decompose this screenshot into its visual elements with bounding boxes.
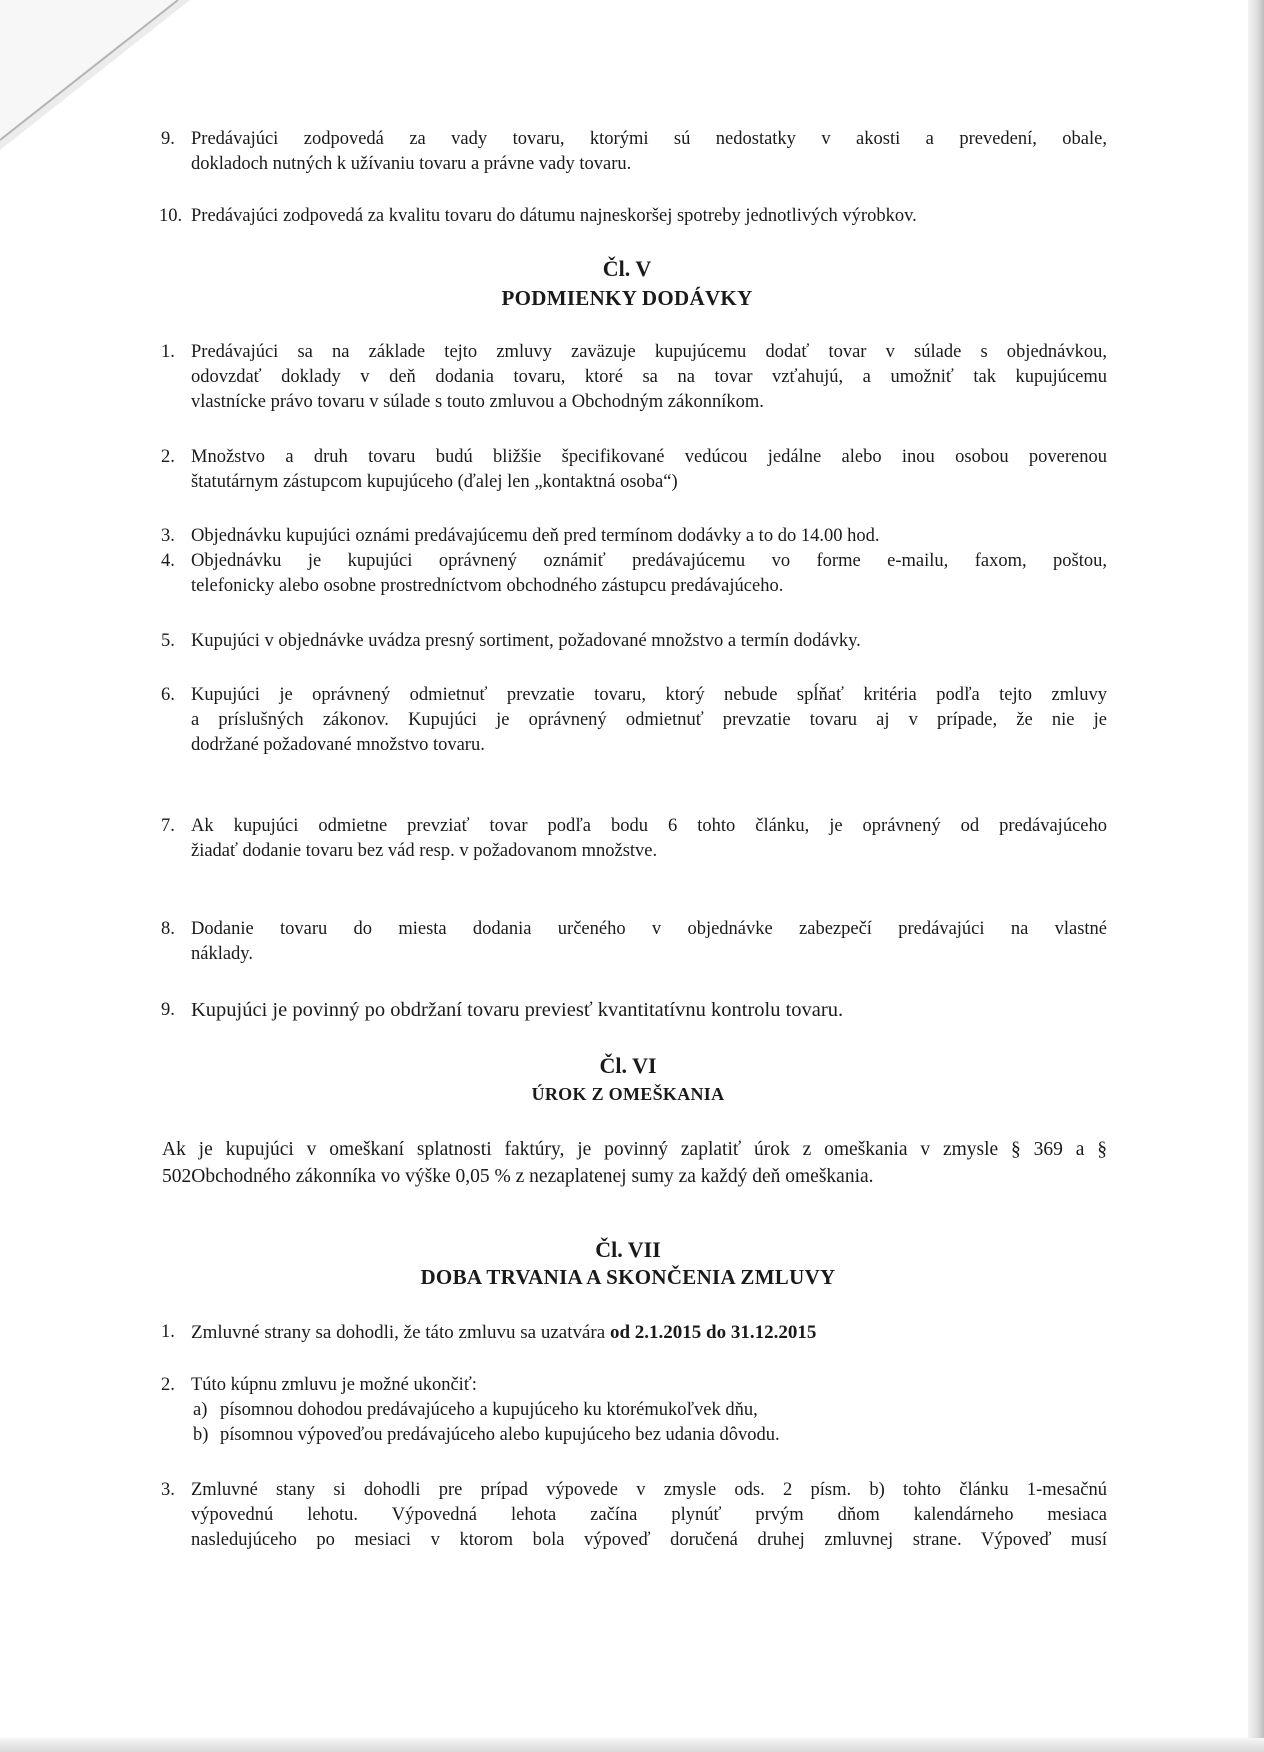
sub-list-item: a) písomnou dohodou predávajúceho a kupujúceho ku ktorémukoľvek dňu, xyxy=(193,1400,758,1420)
contract-period: od 2.1.2015 do 31.12.2015 xyxy=(609,1322,817,1343)
article-title: ÚROK Z OMEŠKANIA xyxy=(531,1084,725,1104)
article-number: Čl. V xyxy=(602,256,652,281)
article-title: PODMIENKY DODÁVKY xyxy=(501,286,753,310)
article-title: DOBA TRVANIA A SKONČENIA ZMLUVY xyxy=(420,1265,836,1289)
sub-list-item: b) písomnou výpoveďou predávajúceho alebo kupujúceho bez udania dôvodu. xyxy=(193,1425,780,1445)
article-number: Čl. VI xyxy=(599,1053,657,1078)
document-page: 9. Predávajúci zodpovedá za vady tovaru, ktorými sú nedostatky v akosti a prevedení, obale, dokladoch nutných k užívaniu tovaru a právne vady tovaru. 10. Predávajúci zodpovedá za kvalitu tovaru do dátumu najneskoršej spotreby jednotlivých výrobkov. Čl. V PODMIENKY DODÁVKY 1. Predávajúci sa na základe tejto zmluvy zaväzuje kupujúcemu dodať tovar v súlade s objednávkou, odovzdať doklady v deň dodania tovaru, ktoré sa na tovar vzťahujú, a umožniť tak kupujúcemu vlastnícke právo tovaru v súlade s touto zmluvou a Obchodným zákonníkom. 2. Množstvo a druh tovaru budú bližšie špecifikované vedúcou jedálne alebo inou osobou poverenou štatutárnym zástupcom kupujúceho (ďalej len „kontaktná osoba“) 3. Objednávku kupujúci oznámi predávajúcemu deň pred termínom dodávky a to do 14.00 hod. 4. Objednávku je kupujúci oprávnený oznámiť predávajúcemu vo forme e-mailu, faxom, poštou, telefonicky alebo osobne prostredníctvom obchodného zástupcu predávajúceho. 5. Kupujúci v objednávke uvádza presný sortiment, požadované množstvo a termín dodávky. 6. Kupujúci je oprávnený odmietnuť prevzatie tovaru, ktorý nebude spĺňať kritéria podľa tejto zmluvy a príslušných zákonov. Kupujúci je oprávnený odmietnuť prevzatie tovaru aj v prípade, že nie je dodržané požadované množstvo tovaru. 7. Ak kupujúci odmietne prevziať tovar podľa bodu 6 tohto článku, je oprávnený od predávajúceho žiadať dodanie tovaru bez vád resp. v požadovanom množstve. 8. Dodanie tovaru do miesta dodania určeného v objednávke zabezpečí predávajúci na vlastné náklady. 9. Kupujúci je povinný po obdržaní tovaru previesť kvantitatívnu kontrolu tovaru. Čl. VI ÚROK Z OMEŠKANIA Ak je kupujúci v omeškaní splatnosti faktúry, je povinný zaplatiť úrok z omeškania v zmysle § 369 a § 502Obchodného zákonníka vo výške 0,05 % z nezaplatenej sumy za každý deň omeškania. Čl. VII DOBA TRVANIA A SKONČENIA ZMLUVY 1. Zmluvné strany sa dohodli, že táto zmluvu sa uzatvára od 2.1.2015 do 31.12.2015 2. Túto kúpnu zmluvu je možné ukončiť: a) písomnou dohodou predávajúceho a kupujúceho ku ktorémukoľvek dňu, b) písomnou výpoveďou predávajúceho alebo kupujúceho bez udania dôvodu. 3. Zmluvné stany si dohodli pre prípad výpovede v zmysle ods. 2 písm. b) tohto článku 1-mesačnú výpovednú lehotu. Výpovedná lehota začína plynúť prvým dňom kalendárneho mesiaca nasledujúceho po mesiaci v ktorom bola výpoveď doručená druhej zmluvnej strane. Výpoveď musí xyxy=(0,0,1264,1752)
scan-bottom-edge xyxy=(0,1738,1264,1752)
article-number: Čl. VII xyxy=(595,1237,661,1262)
paragraph: Ak je kupujúci v omeškaní splatnosti faktúry, je povinný zaplatiť úrok z omeškania v zmysle § 369 a § 502Obchodného zákonníka vo výške 0,05 % z nezaplatenej sumy za každý deň omeškania. xyxy=(162,1139,1107,1187)
